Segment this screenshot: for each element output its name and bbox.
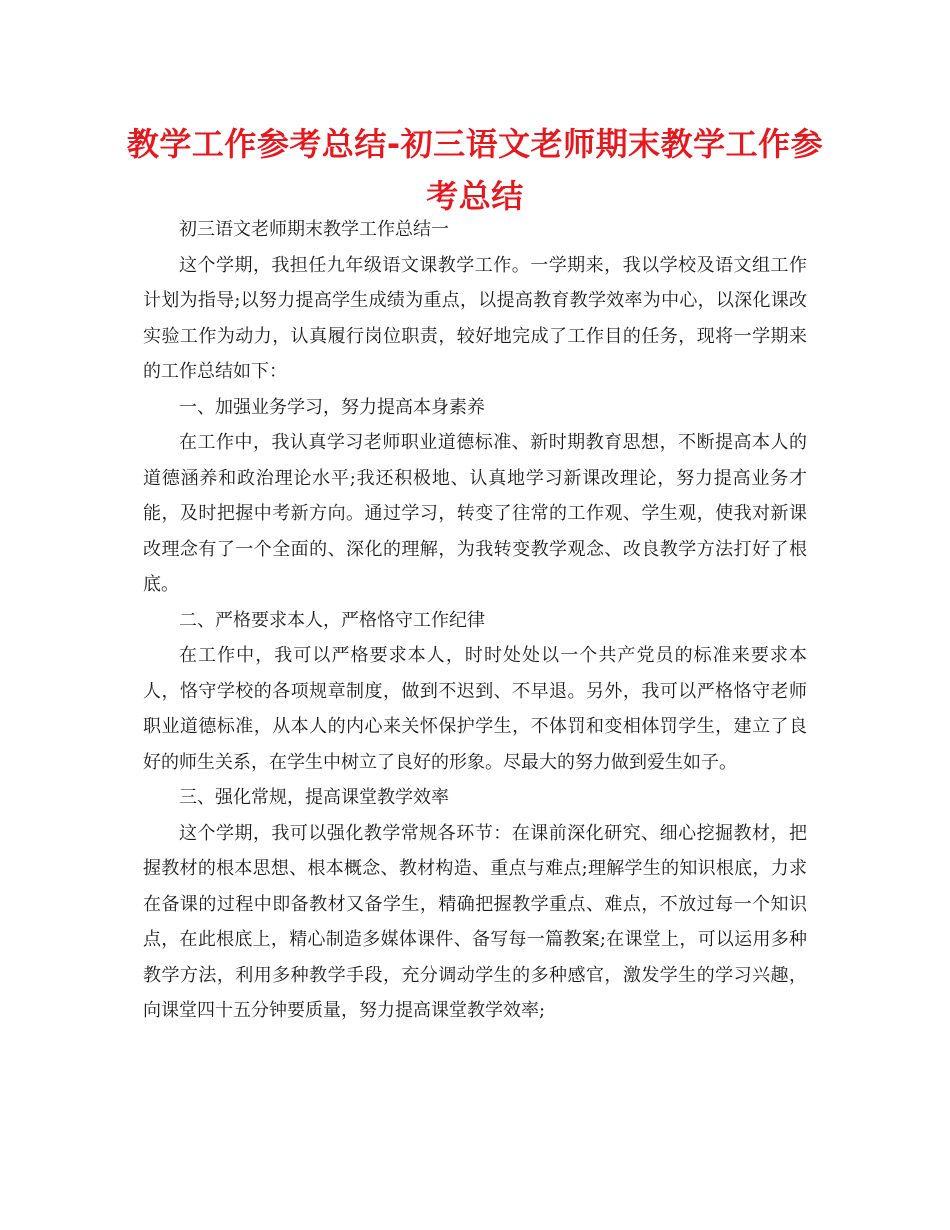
heading-two: 二、严格要求本人，严格恪守工作纪律 <box>179 609 485 631</box>
document-title: 教学工作参考总结-初三语文老师期末教学工作参考总结 <box>126 125 824 215</box>
heading-three: 三、强化常规，提高课堂教学效率 <box>179 787 449 808</box>
intro-paragraph: 这个学期，我担任九年级语文课教学工作。一学期来，我以学校及语文组工作计划为指导;以努力提高学生成绩为重点，以提高教育教学效率为中心，以深化课改实验工作为动力，认真履行岗位职责，较好地完成了工作目的任务，现将一学期来的工作总结如下： <box>143 254 807 382</box>
heading-one: 一、加强业务学习，努力提高本身素养 <box>179 396 485 418</box>
document-body <box>143 212 807 1029</box>
paragraph-three: 这个学期，我可以强化教学常规各环节：在课前深化研究、细心挖掘教材，把握教材的根本思想、根本概念、教材构造、重点与难点;理解学生的知识根底，力求在备课的过程中即备教材又备学生，精确把握教学重点、难点，不放过每一个知识点，在此根底上，精心制造多媒体课件、备写每一篇教案;在课堂上，可以运用多种教学方法，利用多种教学手段，充分调动学生的多种感官，激发学生的学习兴趣，向课堂四十五分钟要质量，努力提高课堂教学效率; <box>143 822 807 1021</box>
paragraph-one: 在工作中，我认真学习老师职业道德标准、新时期教育思想，不断提高本人的道德涵养和政治理论水平;我还积极地、认真地学习新课改理论，努力提高业务才能，及时把握中考新方向。通过学习，转变了往常的工作观、学生观，使我对新课改理念有了一个全面的、深化的理解，为我转变教学观念、改良教学方法打好了根底。 <box>143 432 807 595</box>
section-subtitle: 初三语文老师期末教学工作总结一 <box>179 219 449 240</box>
paragraph-two: 在工作中，我可以严格要求本人，时时处处以一个共产党员的标准来要求本人，恪守学校的各项规章制度，做到不迟到、不早退。另外，我可以严格恪守老师职业道德标准，从本人的内心来关怀保护学生，不体罚和变相体罚学生，建立了良好的师生关系，在学生中树立了良好的形象。尽最大的努力做到爱生如子。 <box>143 645 807 773</box>
